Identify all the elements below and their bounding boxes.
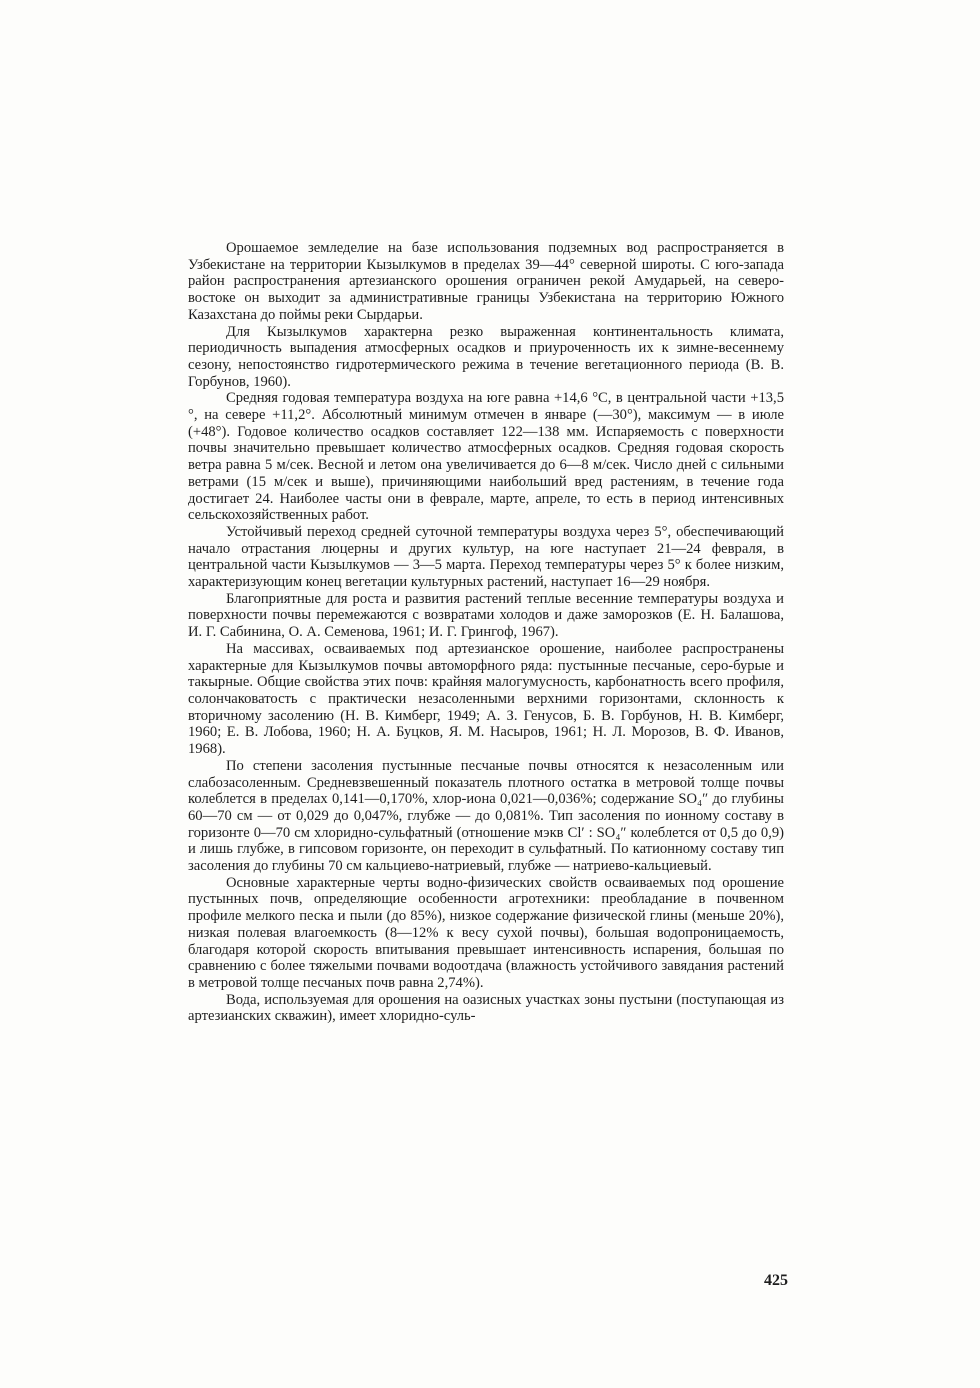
paragraph-8: Основные характерные черты водно-физических свойств осваиваемых под орошение пустынных почв, определяющие особенности агротехники: преобладание в почвенном профиле мелкого песка и пыли (до 85%), низкое содержание физической глины (меньше 20%), низкая полевая влагоемкость (8—12% к весу сухой почвы), большая водопроницаемость, благодаря которой скорость впитывания превышает интенсивность испарения, большая по сравнению с более тяжелыми почвами водоотдача (влажность устойчивого завядания растений в метровой толще песчаных почв равна 2,74%). [188, 874, 784, 991]
paragraph-4: Устойчивый переход средней суточной температуры воздуха через 5°, обеспечивающий начало отрастания люцерны и других культур, на юге наступает 21—24 февраля, в центральной части Кызылкумов — 3—5 марта. Переход температуры через 5° к более низким, характеризующим конец вегетации культурных растений, наступает 16—29 ноября. [188, 523, 784, 591]
paragraph-5: Благоприятные для роста и развития растений теплые весенние температуры воздуха и поверхности почвы перемежаются с возвратами холодов и даже заморозков (Е. Н. Балашова, И. Г. Сабинина, О. А. Семенова, 1961; И. Г. Грингоф, 1967). [188, 590, 784, 641]
paragraph-3: Средняя годовая температура воздуха на юге равна +14,6 °С, в центральной части +13,5 °, на севере +11,2°. Абсолютный минимум отмечен в январе (—30°), максимум — в июле (+48°). Годовое количество осадков составляет 122—138 мм. Испаряемость с поверхности почвы значительно превышает количество атмосферных осадков. Средняя годовая скорость ветра равна 5 м/сек. Весной и летом она увеличивается до 6—8 м/сек. Число дней с сильными ветрами (15 м/сек и выше), причиняющими наибольший вред растениям, в течение года достигает 24. Наиболее часты они в феврале, марте, апреле, то есть в период интенсивных сельскохозяйственных работ. [188, 390, 784, 524]
page-number: 425 [764, 1272, 788, 1289]
paragraph-7: По степени засоления пустынные песчаные почвы относятся к незасоленным или слабозасоленным. Средневзвешенный показатель плотного остатка в метровой толще почвы колеблется в пределах 0,141—0,170%, хлор-иона 0,021—0,036%; содержание SO₄″ до глубины 60—70 см — от 0,029 до 0,047%, глубже — до 0,081%. Тип засоления по ионному составу в горизонте 0—70 см хлоридно-сульфатный (отношение мэкв Cl′ : SO₄″ колеблется от 0,5 до 0,9) и лишь глубже, в гипсовом горизонте, он переходит в сульфатный. По катионному составу тип засоления до глубины 70 см кальциево-натриевый, глубже — натриево-кальциевый. [188, 757, 784, 875]
paragraph-1: Орошаемое земледелие на базе использования подземных вод распространяется в Узбекистане на территории Кызылкумов в пределах 39—44° северной широты. С юго-запада район распространения артезианского орошения ограничен рекой Амударьей, на северо-востоке он выходит за административные границы Узбекистана на территорию Южного Казахстана до поймы реки Сырдарьи. [188, 240, 784, 323]
paragraph-2: Для Кызылкумов характерна резко выраженная континентальность климата, периодичность выпадения атмосферных осадков и приуроченность их к зимне-весеннему сезону, непостоянство гидротермического режима в течение вегетационного периода (В. В. Горбунов, 1960). [188, 323, 784, 390]
paragraph-6: На массивах, осваиваемых под артезианское орошение, наиболее распространены характерные для Кызылкумов почвы автоморфного ряда: пустынные песчаные, серо-бурые и такырные. Общие свойства этих почв: крайняя малогумусность, карбонатность всего профиля, солончаковатость с практически незасоленными верхними горизонтами, склонность к вторичному засолению (Н. В. Кимберг, 1949; А. З. Генусов, Б. В. Горбунов, Н. В. Кимберг, 1960; Е. В. Лобова, 1960; Н. А. Буцков, Я. М. Насыров, 1961; Н. Л. Морозов, В. Ф. Иванов, 1968). [188, 640, 784, 758]
paragraph-9: Вода, используемая для орошения на оазисных участках зоны пустыни (поступающая из артезианских скважин), имеет хлоридно-суль- [188, 991, 784, 1025]
body-text [188, 240, 784, 1025]
